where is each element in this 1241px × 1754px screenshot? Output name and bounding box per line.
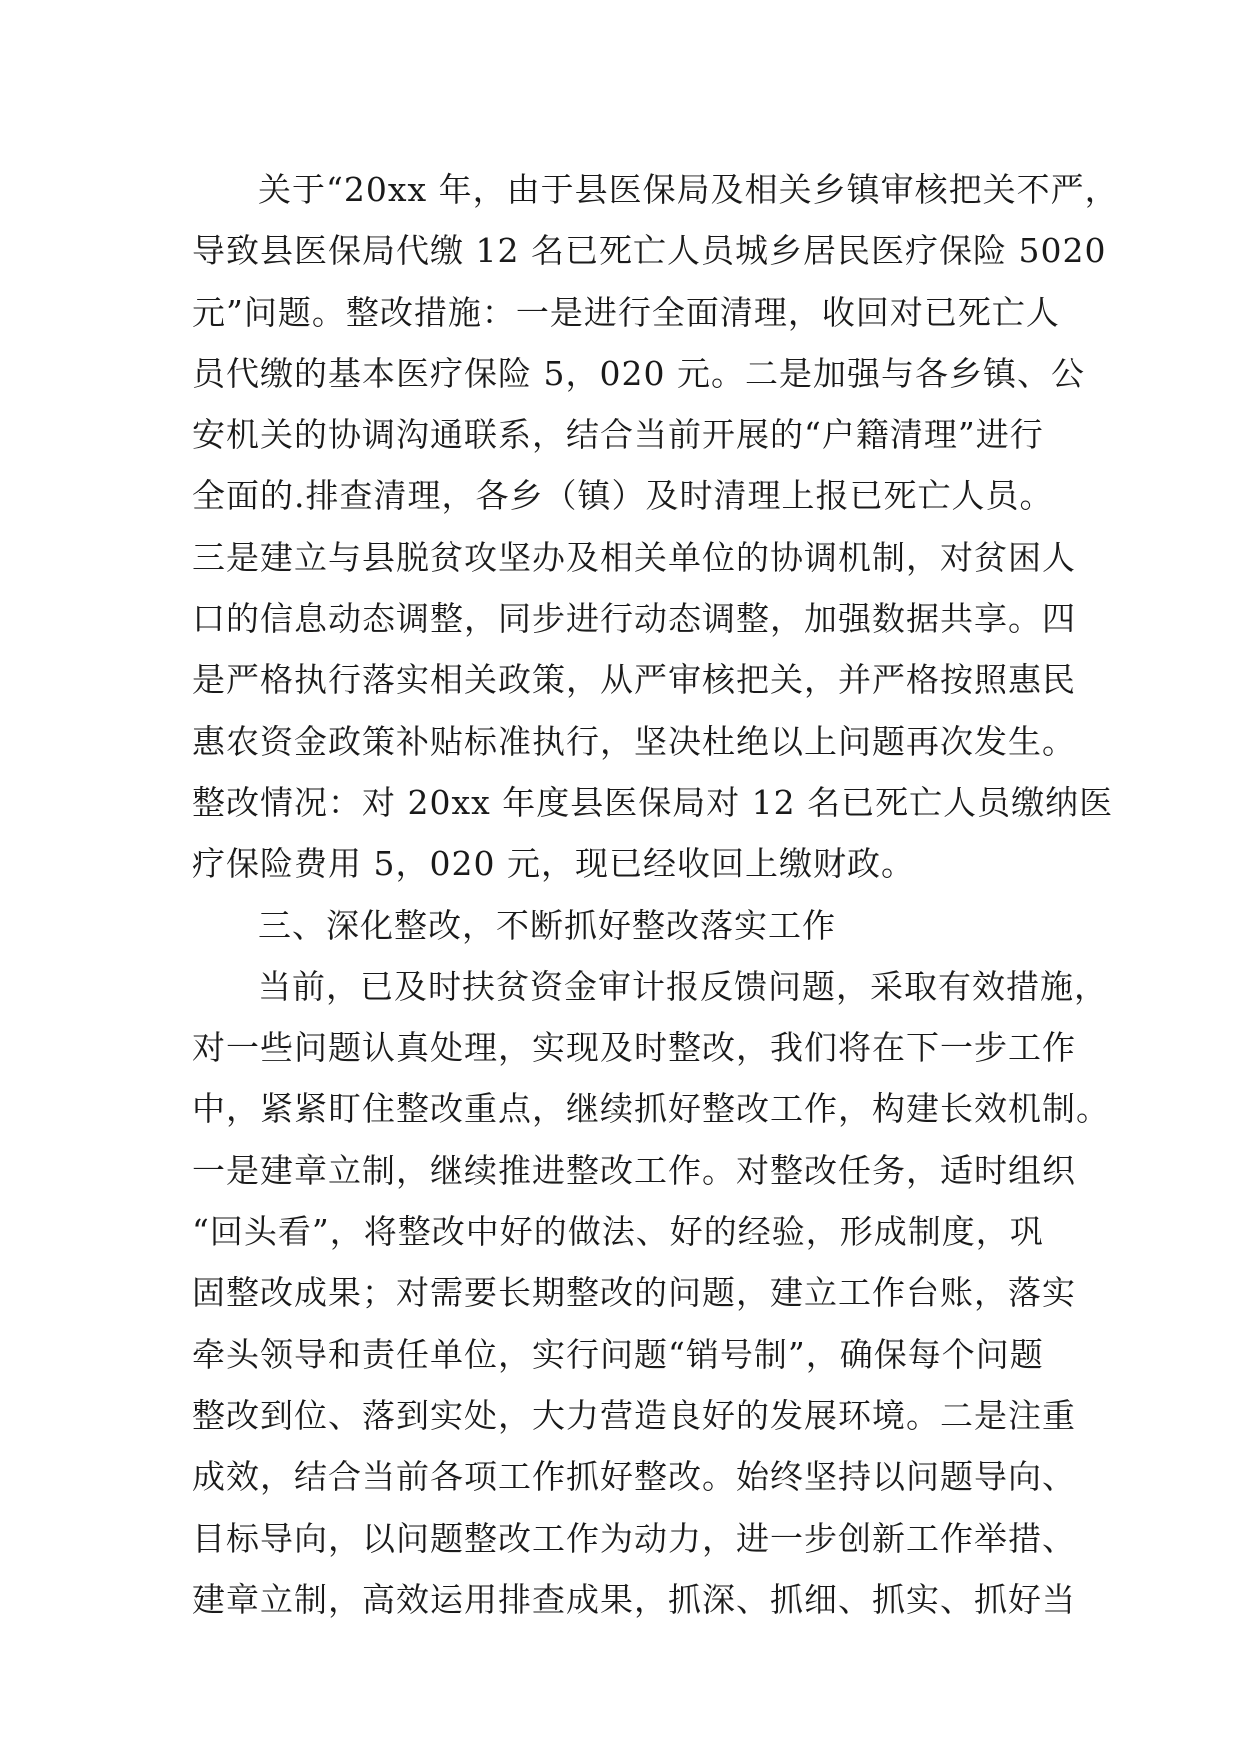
paragraph-line: 是严格执行落实相关政策，从严审核把关，并严格按照惠民 (192, 660, 1076, 700)
paragraph-line: 全面的.排查清理，各乡（镇）及时清理上报已死亡人员。 (192, 476, 1054, 516)
paragraph-line: 固整改成果；对需要长期整改的问题，建立工作台账，落实 (192, 1273, 1076, 1313)
section-heading: 三、深化整改，不断抓好整改落实工作 (258, 905, 836, 945)
paragraph-line: 中，紧紧盯住整改重点，继续抓好整改工作，构建长效机制。 (192, 1089, 1110, 1129)
paragraph-line: 牵头领导和责任单位，实行问题“销号制”，确保每个问题 (192, 1334, 1044, 1374)
body-text (192, 159, 1119, 1630)
paragraph-line: 目标导向，以问题整改工作为动力，进一步创新工作举措、 (192, 1518, 1076, 1558)
paragraph-line: 建章立制，高效运用排查成果，抓深、抓细、抓实、抓好当 (192, 1579, 1076, 1619)
paragraph-line: 关于“20xx 年，由于县医保局及相关乡镇审核把关不严， (258, 170, 1119, 209)
paragraph-line: 一是建章立制，继续推进整改工作。对整改任务，适时组织 (192, 1150, 1076, 1190)
paragraph-line: 成效，结合当前各项工作抓好整改。始终坚持以问题导向、 (192, 1457, 1076, 1497)
paragraph-line: 员代缴的基本医疗保险 5，020 元。二是加强与各乡镇、公 (192, 353, 1085, 393)
paragraph-line: 惠农资金政策补贴标准执行，坚决杜绝以上问题再次发生。 (192, 721, 1076, 761)
paragraph-line: 疗保险费用 5，020 元，现已经收回上缴财政。 (192, 844, 915, 884)
paragraph-line: “回头看”，将整改中好的做法、好的经验，形成制度，巩 (192, 1212, 1044, 1252)
paragraph-line: 对一些问题认真处理，实现及时整改，我们将在下一步工作 (192, 1028, 1076, 1068)
paragraph-line: 整改情况：对 20xx 年度县医保局对 12 名已死亡人员缴纳医 (192, 782, 1114, 822)
paragraph-line: 三是建立与县脱贫攻坚办及相关单位的协调机制，对贫困人 (192, 537, 1076, 577)
paragraph-line: 导致县医保局代缴 12 名已死亡人员城乡居民医疗保险 5020 (192, 231, 1107, 271)
paragraph-line: 安机关的协调沟通联系，结合当前开展的“户籍清理”进行 (192, 415, 1044, 455)
paragraph-line: 口的信息动态调整，同步进行动态调整，加强数据共享。四 (192, 599, 1076, 639)
paragraph-line: 元”问题。整改措施：一是进行全面清理，收回对已死亡人 (192, 292, 1060, 332)
paragraph-line: 整改到位、落到实处，大力营造良好的发展环境。二是注重 (192, 1395, 1076, 1435)
paragraph-line: 当前，已及时扶贫资金审计报反馈问题，采取有效措施， (258, 966, 1108, 1006)
